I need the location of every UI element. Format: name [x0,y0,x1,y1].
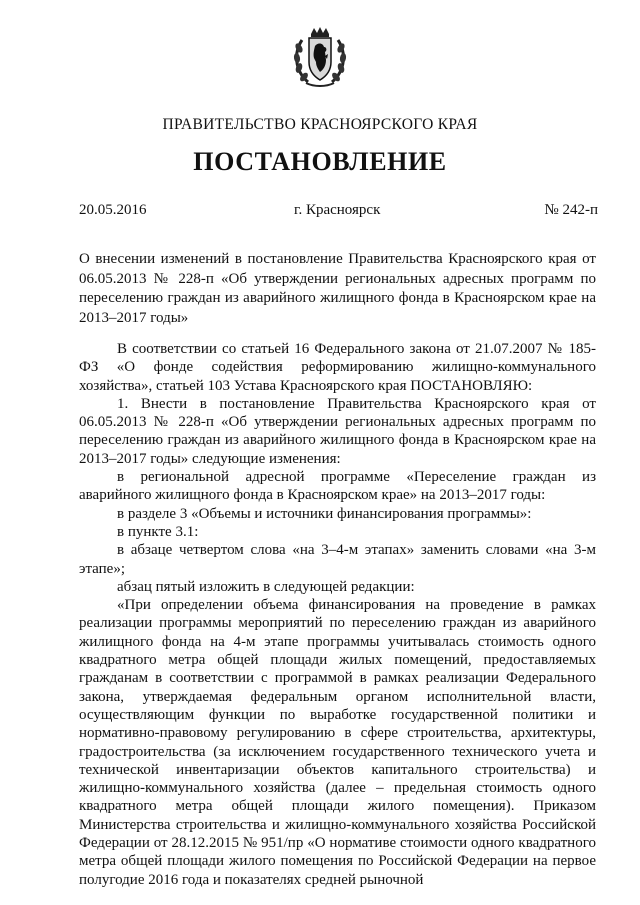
body-paragraph: В соответствии со статьей 16 Федерального закона от 21.07.2007 № 185-ФЗ «О фонде содействия реформированию жилищно-коммунального хозяйства», статьей 103 Устава Красноярского края ПОСТАНОВЛЯЮ: [79,341,596,394]
organization-name: ПРАВИТЕЛЬСТВО КРАСНОЯРСКОГО КРАЯ [162,116,478,133]
document-body [79,340,596,889]
document-city: г. Красноярск [294,202,381,218]
body-paragraph: 1. Внести в постановление Правительства Красноярского края от 06.05.2013 № 228-п «Об утверждении региональных адресных программ по переселению граждан из аварийного жилищного фонда в Красноярском крае на 2013–2017 годы» следующие изменения: [79,395,596,467]
body-paragraph: в разделе 3 «Объемы и источники финансирования программы»: [117,505,532,522]
body-paragraph: «При определении объема финансирования на проведение в рамках реализации программы мероприятий по переселению граждан из аварийного жилищного фонда на 4-м этапе программы учитывалась стоимость одного квадратного метра общей площади жилых помещений, предоставляемых гражданам в соответствии с программой в рамках реализации Федерального закона, утверждаемая федеральным органом исполнительной власти, осуществляющим функции по выработке государственной политики и нормативно-правовому регулированию в сфере строительства, архитектуры, градостроительства (за исключением государственного технического учета и технической инвентаризации объектов капитального строительства) и жилищно-коммунального хозяйства (далее – предельная стоимость одного квадратного метра общей площади жилого помещения). Приказом Министерства строительства и жилищно-коммунального хозяйства Российской Федерации от 28.12.2015 № 951/пр «О нормативе стоимости одного квадратного метра общей площади жилого помещения по Российской Федерации на первое полугодие 2016 года и показателях средней рыночной [79,597,596,888]
document-date: 20.05.2016 [79,202,147,218]
body-paragraph: абзац пятый изложить в следующей редакции: [117,578,415,595]
document-number: № 242-п [544,202,598,218]
document-subject: О внесении изменений в постановление Правительства Красноярского края от 06.05.2013 № 228-п «Об утверждении региональных адресных программ по переселению граждан из аварийного жилищного фонда в Красноярском крае на 2013–2017 годы» [79,251,596,326]
body-paragraph: в пункте 3.1: [117,523,199,540]
coat-of-arms-icon [292,26,348,90]
document-type-title: ПОСТАНОВЛЕНИЕ [193,147,447,176]
body-paragraph: в абзаце четвертом слова «на 3–4-м этапах» заменить словами «на 3-м этапе»; [79,542,596,577]
body-paragraph: в региональной адресной программе «Переселение граждан из аварийного жилищного фонда в Красноярском крае» на 2013–2017 годы: [79,469,596,504]
